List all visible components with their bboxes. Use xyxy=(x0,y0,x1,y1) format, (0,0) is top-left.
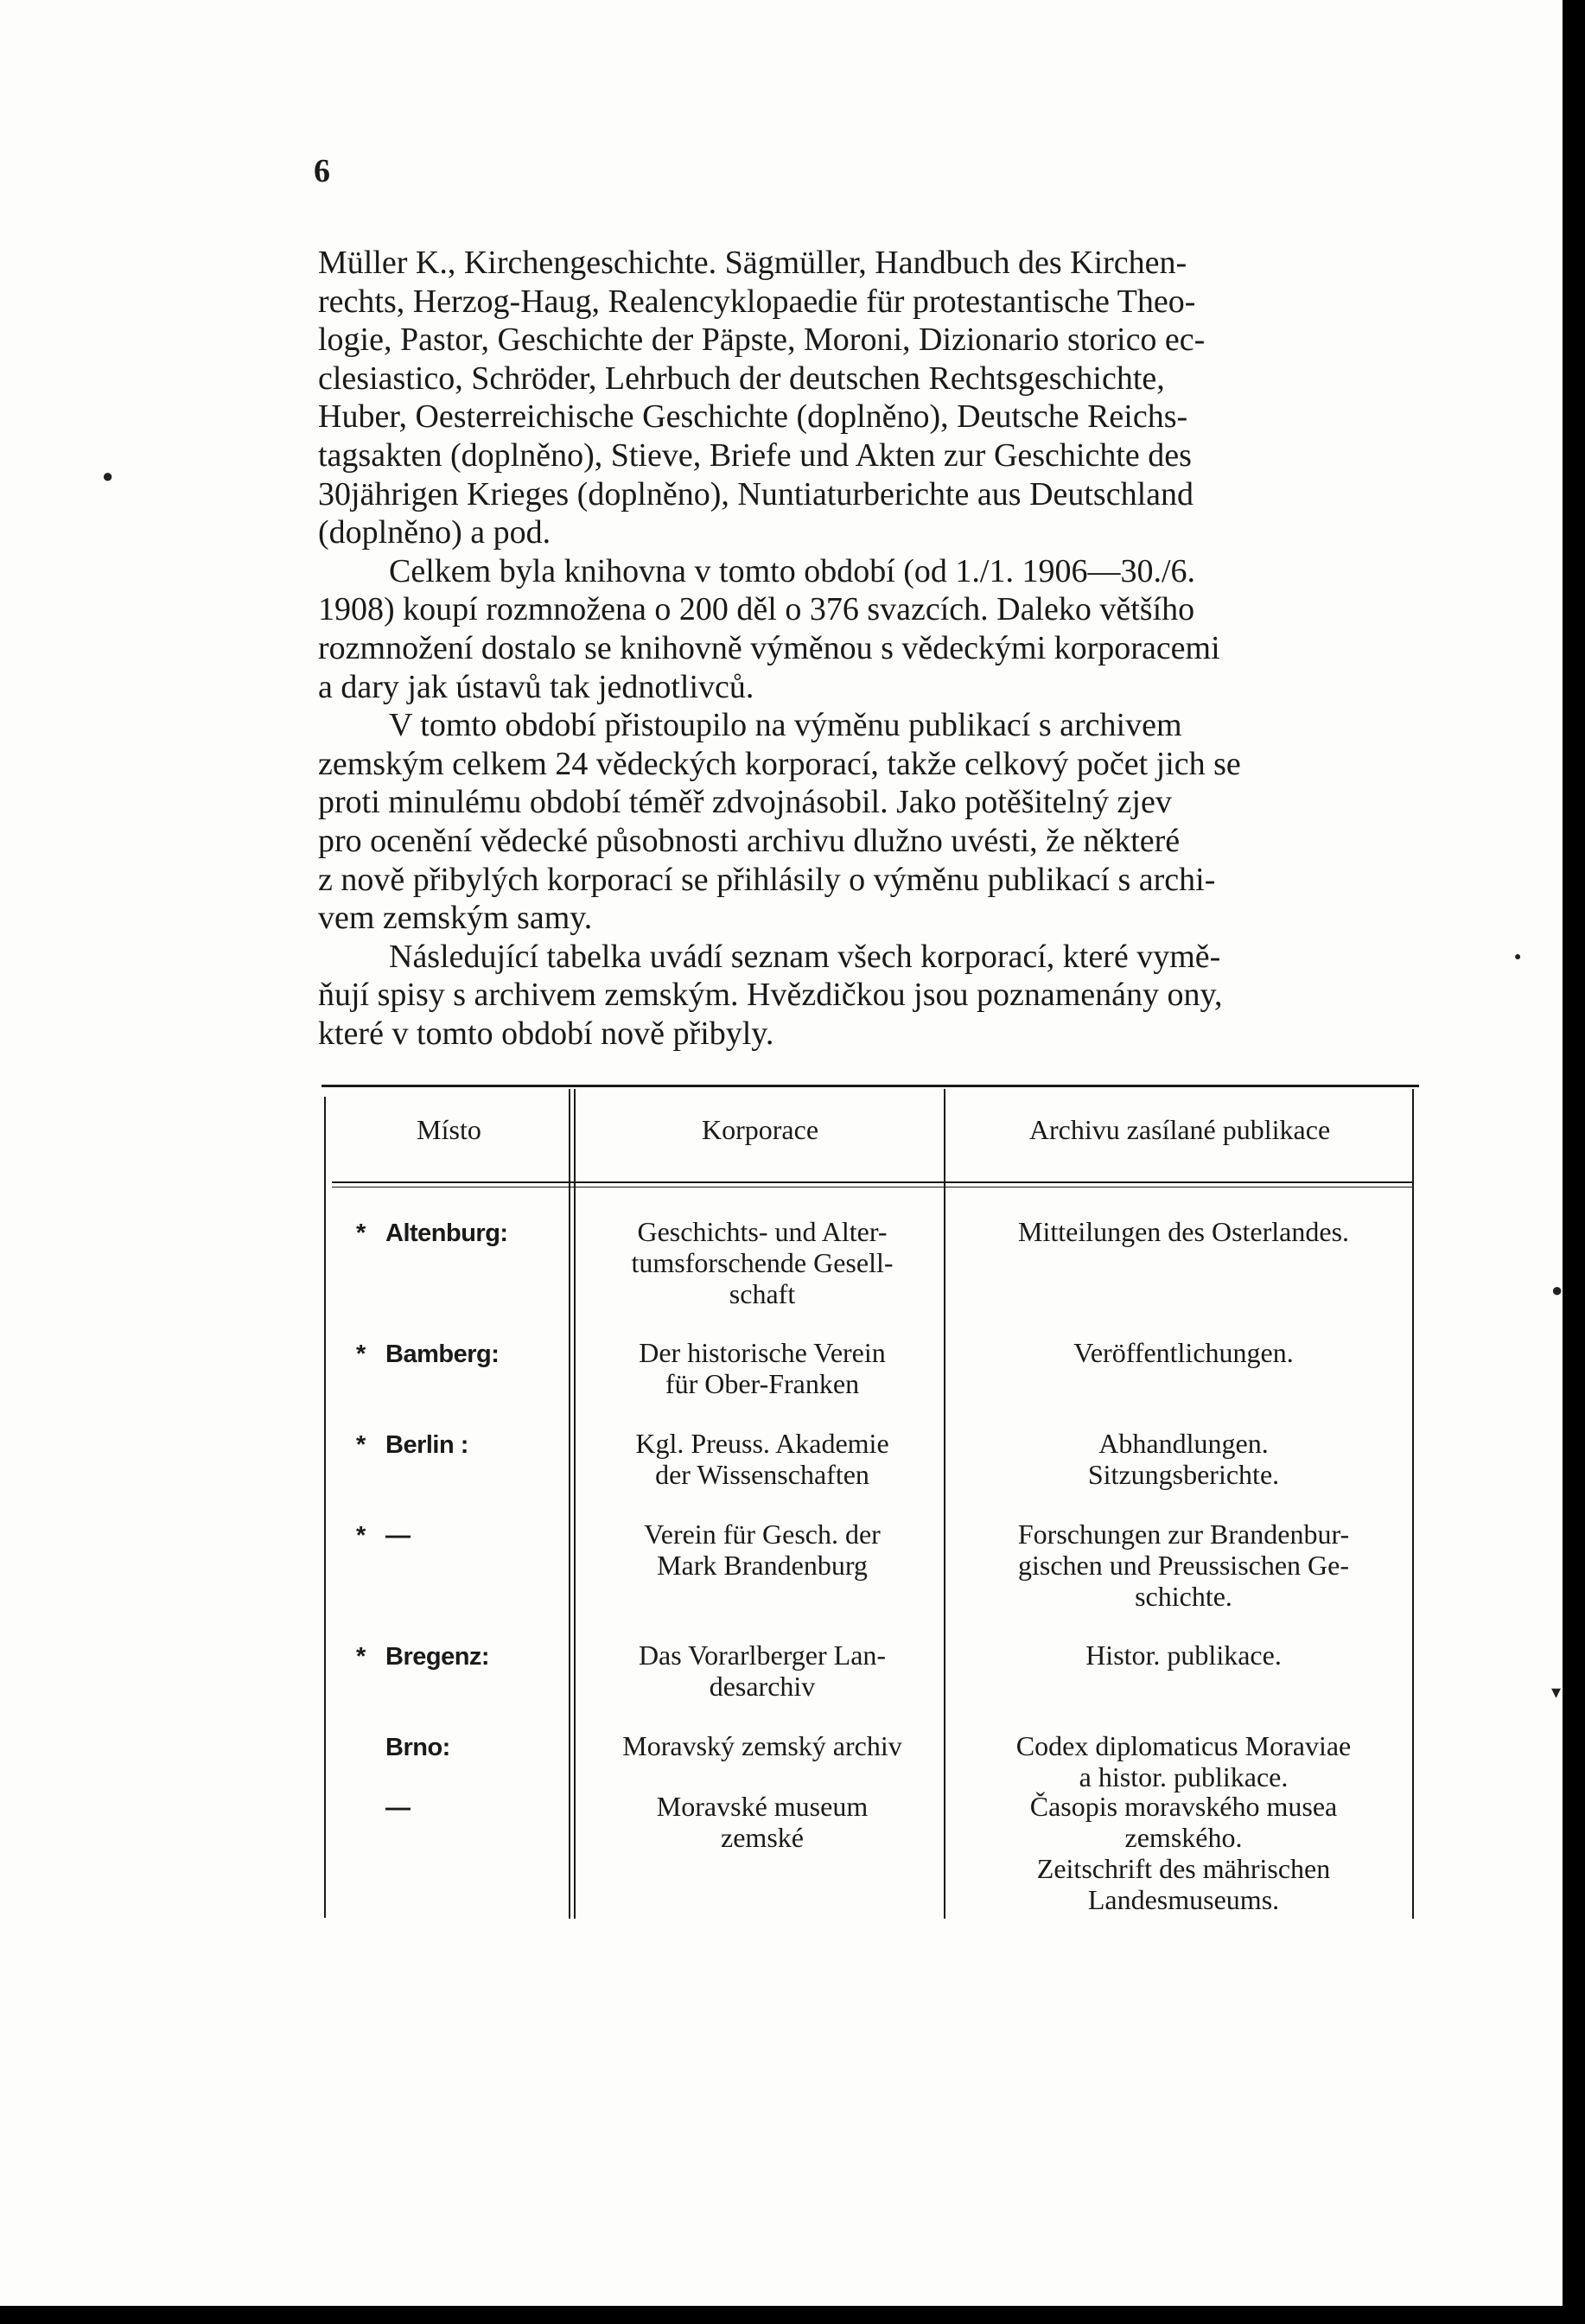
publication-line: schichte. xyxy=(1135,1581,1232,1612)
publications-cell xyxy=(957,1519,1410,1612)
publication-line: Zeitschrift des mährischen xyxy=(1036,1853,1331,1884)
paragraph-3 xyxy=(318,706,1424,938)
corporation-line: für Ober-Franken xyxy=(665,1368,860,1399)
header-corporation: Korporace xyxy=(701,1114,819,1145)
corporation-line: Das Vorarlberger Lan- xyxy=(638,1640,887,1671)
publication-line: gischen und Preussischen Ge- xyxy=(1017,1550,1350,1581)
place-cell xyxy=(356,1734,563,1762)
new-star-mark: * xyxy=(356,1431,366,1459)
paragraph-4 xyxy=(318,938,1424,1054)
publication-line: Sitzungsberichte. xyxy=(1087,1459,1280,1490)
place-cell xyxy=(356,1643,563,1671)
text-line: clesiastico, Schröder, Lehrbuch der deutschen Rechtsgeschichte, xyxy=(318,360,1165,397)
table-column-line xyxy=(574,1089,576,1919)
publication-line: a histor. publikace. xyxy=(1079,1761,1289,1792)
corporation-cell xyxy=(581,1216,944,1309)
publication-line: Časopis moravského musea xyxy=(1029,1791,1338,1822)
corporation-cell xyxy=(581,1791,944,1853)
table-column-line xyxy=(1412,1089,1414,1919)
publication-line: Codex diplomaticus Moraviae xyxy=(1015,1730,1352,1761)
text-line: z nově přibylých korporací se přihlásily o výměnu publikací s archi- xyxy=(318,861,1216,898)
scan-border-bottom xyxy=(0,2306,1585,2324)
place-name: — xyxy=(385,1794,411,1822)
place-cell xyxy=(356,1340,563,1369)
new-star-mark: * xyxy=(356,1643,366,1671)
corporation-line: Moravské museum xyxy=(656,1791,869,1822)
corporation-line: der Wissenschaften xyxy=(655,1459,869,1490)
corporation-line: Moravský zemský archiv xyxy=(622,1730,902,1761)
text-line: Müller K., Kirchengeschichte. Sägmüller, Handbuch des Kirchen- xyxy=(318,245,1187,281)
table-column-line xyxy=(569,1089,570,1919)
place-cell xyxy=(356,1522,563,1550)
text-line: Celkem byla knihovna v tomto období (od 1./1. 1906—30./6. xyxy=(389,552,1196,589)
place-name: Berlin : xyxy=(385,1431,468,1459)
publication-line: zemského. xyxy=(1124,1822,1243,1853)
place-name: — xyxy=(385,1522,411,1550)
text-line: zemským celkem 24 vědeckých korporací, takže celkový počet jich se xyxy=(318,745,1241,782)
new-star-mark: * xyxy=(356,1219,366,1247)
corporation-cell xyxy=(581,1730,944,1761)
corporation-line: Geschichts- und Alter- xyxy=(637,1216,888,1247)
margin-dot-mark: ● xyxy=(1514,951,1522,964)
margin-dot-mark: ● xyxy=(1551,1279,1563,1301)
new-star-mark: * xyxy=(356,1340,366,1368)
corporation-cell xyxy=(581,1337,944,1399)
corporation-line: desarchiv xyxy=(709,1671,816,1702)
corporation-line: schaft xyxy=(729,1278,796,1309)
text-line: proti minulému období téměř zdvojnásobil. Jako potěšitelný zjev xyxy=(318,784,1172,821)
place-name: Brno: xyxy=(385,1734,450,1761)
margin-dot-mark: ▾ xyxy=(1551,1681,1562,1703)
table-top-rule xyxy=(321,1085,1419,1087)
corporation-line: zemské xyxy=(721,1822,804,1853)
paragraph-1 xyxy=(318,244,1424,552)
page-number: 6 xyxy=(314,153,330,189)
publication-line: Mitteilungen des Osterlandes. xyxy=(1017,1216,1350,1247)
corporation-line: Mark Brandenburg xyxy=(657,1550,868,1581)
publication-line: Landesmuseums. xyxy=(1087,1884,1280,1915)
publications-cell xyxy=(957,1428,1410,1490)
publication-line: Histor. publikace. xyxy=(1085,1640,1282,1671)
text-line: Huber, Oesterreichische Geschichte (doplněno), Deutsche Reichs- xyxy=(318,398,1188,436)
text-line: pro ocenění vědecké působnosti archivu dlužno uvésti, že některé xyxy=(318,822,1181,859)
place-name: Altenburg: xyxy=(385,1219,508,1247)
publications-cell xyxy=(957,1791,1410,1915)
text-line: 30jährigen Krieges (doplněno), Nuntiaturberichte aus Deutschland xyxy=(318,475,1194,513)
place-name: Bregenz: xyxy=(385,1643,490,1671)
publication-line: Abhandlungen. xyxy=(1098,1428,1269,1459)
corporation-cell xyxy=(581,1640,944,1702)
scan-border-right xyxy=(1563,0,1585,2324)
publications-cell xyxy=(957,1730,1410,1792)
publications-cell xyxy=(957,1640,1410,1671)
text-line: Následující tabelka uvádí seznam všech korporací, které vymě- xyxy=(389,938,1221,975)
margin-dot-mark: ● xyxy=(102,465,114,487)
text-line: a dary jak ústavů tak jednotlivců. xyxy=(318,668,754,705)
header-publications: Archivu zasílané publikace xyxy=(1028,1114,1331,1145)
text-line: rozmnožení dostalo se knihovně výměnou s vědeckými korporacemi xyxy=(318,629,1220,666)
place-name: Bamberg: xyxy=(385,1340,500,1368)
corporation-line: Verein für Gesch. der xyxy=(644,1519,881,1550)
corporation-line: Kgl. Preuss. Akademie xyxy=(635,1428,889,1459)
table-header-rule xyxy=(332,1181,1412,1183)
text-line: 1908) koupí rozmnožena o 200 děl o 376 svazcích. Daleko většího xyxy=(318,591,1195,628)
header-place: Místo xyxy=(417,1114,481,1145)
text-line: V tomto období přistoupilo na výměnu publikací s archivem xyxy=(389,707,1182,744)
text-line: logie, Pastor, Geschichte der Päpste, Moroni, Dizionario storico ec- xyxy=(318,322,1206,359)
corporations-table xyxy=(321,1085,1419,1919)
publications-cell xyxy=(957,1216,1410,1247)
publication-line: Veröffentlichungen. xyxy=(1073,1337,1294,1368)
text-line: vem zemským samy. xyxy=(318,900,593,937)
table-column-line xyxy=(944,1089,945,1919)
text-line: (doplněno) a pod. xyxy=(318,514,551,551)
new-star-mark: * xyxy=(356,1522,366,1550)
publication-line: Forschungen zur Brandenbur- xyxy=(1017,1519,1350,1550)
paragraph-2 xyxy=(318,552,1424,706)
table-column-line xyxy=(324,1097,326,1918)
corporation-line: tumsforschende Gesell- xyxy=(631,1247,894,1278)
place-cell xyxy=(356,1794,563,1823)
body-text xyxy=(318,244,1424,1053)
text-line: rechts, Herzog-Haug, Realencyklopaedie für protestantische Theo- xyxy=(318,283,1196,320)
text-line: ňují spisy s archivem zemským. Hvězdičkou jsou poznamenány ony, xyxy=(318,977,1223,1014)
text-line: tagsakten (doplněno), Stieve, Briefe und Akten zur Geschichte des xyxy=(318,436,1192,474)
place-cell xyxy=(356,1219,563,1248)
corporation-cell xyxy=(581,1428,944,1490)
publications-cell xyxy=(957,1337,1410,1368)
place-cell xyxy=(356,1431,563,1460)
text-line: které v tomto období nově přibyly. xyxy=(318,1015,774,1052)
corporation-cell xyxy=(581,1519,944,1581)
corporation-line: Der historische Verein xyxy=(639,1337,886,1368)
